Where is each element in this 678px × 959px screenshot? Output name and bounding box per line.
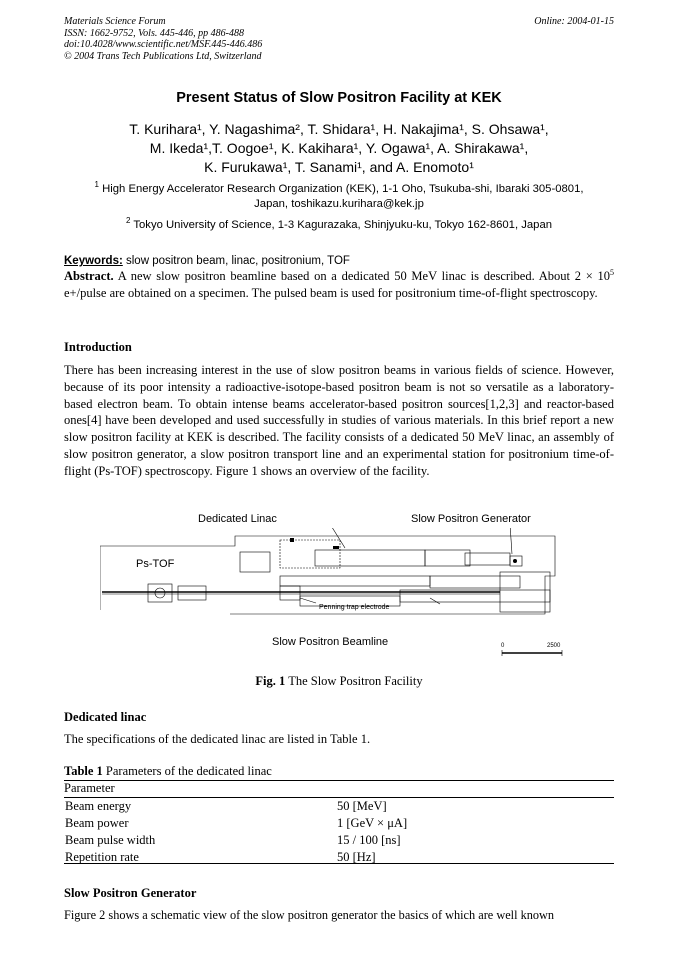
figure-label-generator: Slow Positron Generator — [411, 513, 531, 525]
keywords-label: Keywords: — [64, 255, 123, 267]
keywords — [64, 255, 350, 267]
param-name: Repetition rate — [65, 850, 139, 864]
section-heading-slow-positron-generator: Slow Positron Generator — [64, 886, 197, 900]
marker — [290, 538, 294, 542]
affiliation-number: 1 — [94, 180, 99, 190]
param-name: Beam power — [65, 816, 129, 830]
table-rule — [64, 780, 614, 781]
label-leader — [510, 528, 512, 554]
param-value: 50 [Hz] — [337, 850, 376, 864]
introduction-text: There has been increasing interest in the use of slow positron beams in various fields of science. However, because of its poor intensity a radioactive-isotope-based positron beam is not so versatile as a laboratory-based electron beam. To obtain intense beams accelerator-based positron sources[1,2,3] and reactor-based ones[4] have been developed and used successfully in studies of various materials. In this brief report a new slow positron facility at KEK is described. The facility consists of a dedicated 50 MeV linac, an assembly of slow positron generator, a slow positron transport line and an experimental station for positronium time-of-flight (Ps-TOF) spectroscopy. Figure 1 shows an overview of the facility. — [64, 363, 614, 478]
figure-label-linac: Dedicated Linac — [198, 513, 277, 525]
scale-max: 2500 — [547, 643, 561, 649]
affiliation-text: High Energy Accelerator Research Organization (KEK), 1-1 Oho, Tsukuba-shi, Ibaraki 305-0801, — [102, 183, 584, 195]
table-header: Parameter — [64, 781, 115, 795]
table-caption-text: Parameters of the dedicated linac — [105, 764, 272, 778]
pstof-station — [178, 586, 206, 600]
section-heading-introduction: Introduction — [64, 340, 132, 354]
abstract-text: A new slow positron beamline based on a dedicated 50 MeV linac is described. About 2 × 10 — [117, 269, 611, 283]
table-caption — [64, 764, 272, 779]
table-caption-label: Table 1 — [64, 764, 103, 778]
doi: doi:10.4028/www.scientific.net/MSF.445-446.486 — [64, 39, 263, 50]
facility-diagram — [100, 528, 570, 658]
generator-box — [465, 553, 510, 565]
abstract-text: e+/pulse are obtained on a specimen. The pulsed beam is used for positronium time-of-flight spectroscopy. — [64, 285, 598, 300]
keywords-text: slow positron beam, linac, positronium, TOF — [126, 255, 350, 267]
affiliation-number: 2 — [125, 216, 131, 226]
pointer-line — [430, 598, 440, 604]
issn: ISSN: 1662-9752, Vols. 445-446, pp 486-488 — [64, 27, 244, 39]
figure-caption-text: The Slow Positron Facility — [288, 674, 423, 688]
equipment-box — [240, 552, 270, 572]
copyright: © 2004 Trans Tech Publications Ltd, Switzerland — [64, 50, 262, 62]
table-row — [64, 798, 614, 815]
table-row — [64, 815, 614, 832]
slow-positron-generator-text: Figure 2 shows a schematic view of the slow positron generator the basics of which are well known — [64, 908, 555, 922]
affiliation-text: Japan, toshikazu.kurihara@kek.jp — [254, 198, 424, 210]
penning-trap — [280, 586, 300, 600]
journal-header — [64, 16, 262, 62]
table-rule — [64, 863, 614, 864]
param-value: 15 / 100 [ns] — [337, 833, 401, 847]
pstof-chamber — [155, 588, 165, 598]
param-name: Beam energy — [65, 799, 132, 813]
label-leader — [330, 528, 345, 548]
figure-label-pstof: Ps-TOF — [136, 558, 175, 570]
param-name: Beam pulse width — [65, 833, 156, 847]
param-value: 50 [MeV] — [337, 799, 387, 813]
affiliation-2 — [60, 218, 618, 233]
abstract-exponent: 5 — [610, 267, 615, 277]
table-row — [64, 832, 614, 849]
param-value: 1 [GeV × μA] — [337, 816, 408, 830]
pointer-line — [300, 598, 316, 603]
abstract-label: Abstract. — [64, 269, 114, 283]
authors-line: K. Furukawa¹, T. Sanami¹, and A. Enomoto¹ — [204, 159, 474, 175]
figure-caption — [0, 674, 678, 689]
section-heading-dedicated-linac: Dedicated linac — [64, 710, 147, 724]
shield-block — [280, 576, 430, 586]
marker — [513, 559, 517, 563]
journal-name: Materials Science Forum — [64, 16, 166, 27]
shield-block — [500, 572, 550, 612]
linac-section — [425, 550, 470, 566]
linac-section — [315, 550, 425, 566]
affiliation-text: Tokyo University of Science, 1-3 Kagurazaka, Shinjyuku-ku, Tokyo 162-8601, Japan — [133, 219, 553, 231]
scale-min: 0 — [501, 643, 505, 649]
affiliation-1 — [60, 182, 618, 212]
shield-block — [430, 576, 520, 588]
authors-line: M. Ikeda¹,T. Oogoe¹, K. Kakihara¹, Y. Ogawa¹, A. Shirakawa¹, — [149, 140, 529, 156]
parameters-table — [64, 798, 614, 866]
dedicated-linac-text: The specifications of the dedicated linac are listed in Table 1. — [64, 732, 371, 746]
shield-block — [300, 596, 400, 606]
paper-title: Present Status of Slow Positron Facility at KEK — [176, 90, 502, 106]
author-list — [0, 120, 678, 177]
figure-caption-label: Fig. 1 — [255, 674, 286, 688]
abstract — [64, 268, 614, 302]
marker — [333, 546, 339, 549]
pstof-station — [148, 584, 172, 602]
shield-area — [280, 540, 340, 568]
figure-label-penning: Penning trap electrode — [319, 604, 390, 611]
authors-line: T. Kurihara¹, Y. Nagashima², T. Shidara¹, H. Nakajima¹, S. Ohsawa¹, — [129, 121, 549, 137]
online-date: Online: 2004-01-15 — [534, 16, 614, 27]
figure-label-beamline: Slow Positron Beamline — [272, 636, 389, 648]
